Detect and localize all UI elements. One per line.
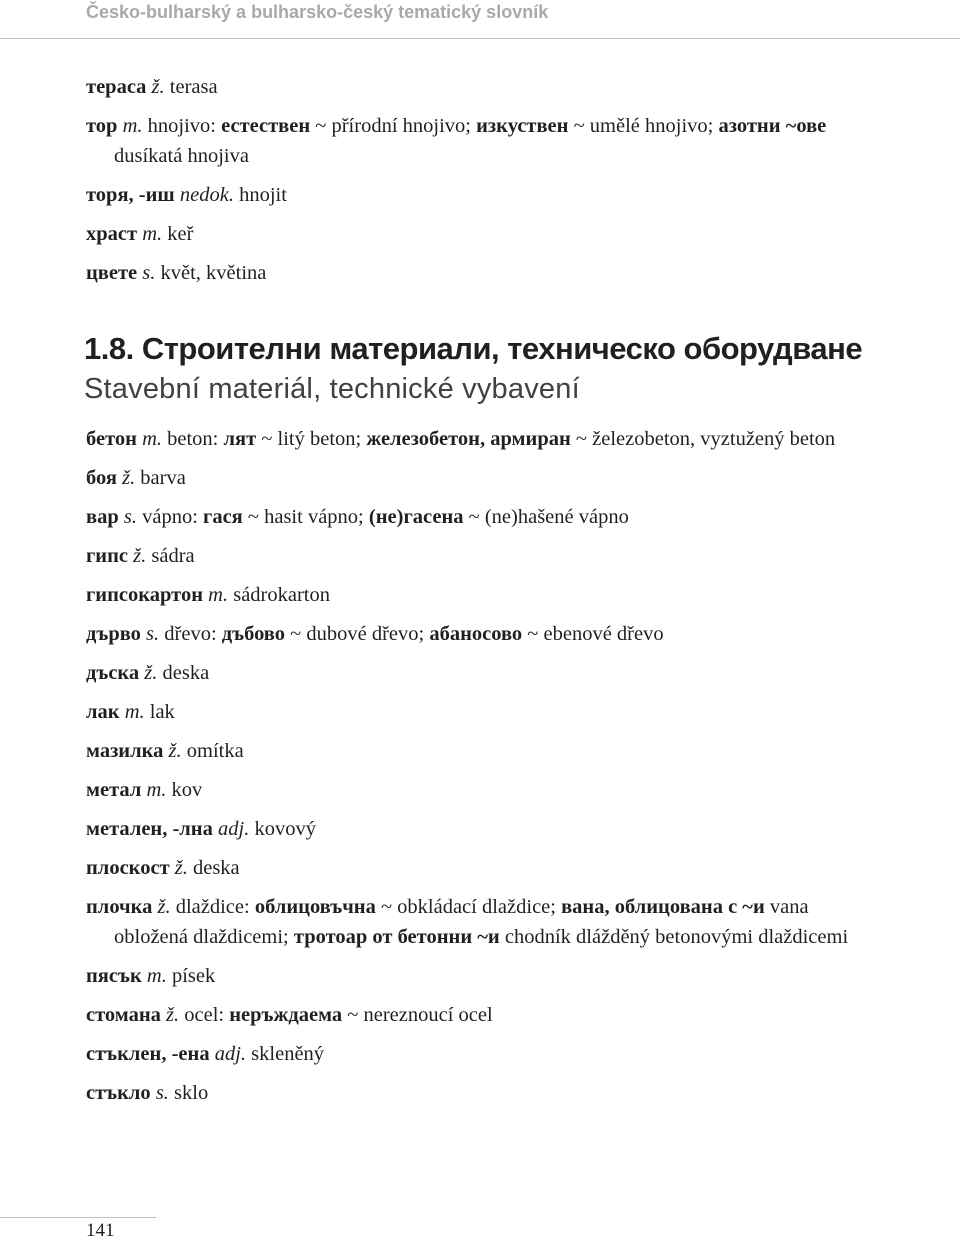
headword: гипс xyxy=(86,545,129,567)
headword: облицовъчна xyxy=(254,896,376,918)
grammar-label: adj. xyxy=(218,818,250,840)
dictionary-entry xyxy=(86,814,874,844)
translation-text: barva xyxy=(135,467,186,489)
dictionary-entry xyxy=(86,72,874,102)
grammar-label: ž. xyxy=(157,896,171,918)
translation-text: chodník dlážděný betonovými dlaždicemi xyxy=(499,926,849,948)
dictionary-entry xyxy=(86,736,874,766)
header-divider xyxy=(0,38,960,39)
headword: храст xyxy=(86,223,138,245)
footer-divider xyxy=(0,1217,156,1218)
page-number: 141 xyxy=(86,1220,115,1241)
dictionary-entry xyxy=(86,658,874,688)
translation-text: sklo xyxy=(168,1082,209,1104)
translation-text: lak xyxy=(144,701,175,723)
dictionary-entry xyxy=(86,1078,874,1108)
section-heading xyxy=(84,330,874,410)
translation-text: sádrokarton xyxy=(228,584,330,606)
translation-text: ~ železobeton, vyztužený beton xyxy=(570,428,836,450)
grammar-label: ž. xyxy=(168,740,182,762)
headword: метален, -лна xyxy=(86,818,213,840)
headword: цвете xyxy=(86,262,138,284)
translation-text: dlaždice: xyxy=(170,896,255,918)
grammar-label: s. xyxy=(123,506,137,528)
headword: мазилка xyxy=(86,740,164,762)
dictionary-entry xyxy=(86,180,874,210)
headword: плочка xyxy=(86,896,153,918)
dictionary-body xyxy=(86,72,874,1117)
translation-text: sádra xyxy=(146,545,195,567)
translation-text: květ, květina xyxy=(155,262,267,284)
translation-text: terasa xyxy=(164,76,218,98)
headword: гася xyxy=(203,506,243,528)
headword: неръждаема xyxy=(229,1004,343,1026)
dictionary-entry xyxy=(86,1000,874,1030)
dictionary-entry xyxy=(86,111,874,171)
translation-text: ocel: xyxy=(179,1004,230,1026)
headword: метал xyxy=(86,779,142,801)
translation-text: kov xyxy=(166,779,203,801)
dictionary-entry xyxy=(86,502,874,532)
translation-text: deska xyxy=(187,857,240,879)
grammar-label: ž. xyxy=(133,545,147,567)
translation-text: hnojit xyxy=(233,184,287,206)
grammar-label: m. xyxy=(146,779,167,801)
headword: стъклен, -ена xyxy=(86,1043,210,1065)
headword: железобетон, армиран xyxy=(366,428,571,450)
headword: тор xyxy=(86,115,118,137)
headword: вана, облицована с ~и xyxy=(561,896,765,918)
headword: пясък xyxy=(86,965,142,987)
dictionary-entry xyxy=(86,697,874,727)
headword: бетон xyxy=(86,428,137,450)
grammar-label: s. xyxy=(146,623,160,645)
headword: дъска xyxy=(86,662,140,684)
grammar-label: m. xyxy=(208,584,229,606)
grammar-label: m. xyxy=(146,965,167,987)
grammar-label: nedok. xyxy=(179,184,234,206)
grammar-label: ž. xyxy=(174,857,188,879)
translation-text: ~ umělé hnojivo; xyxy=(568,115,719,137)
grammar-label: s. xyxy=(142,262,156,284)
headword: гипсокартон xyxy=(86,584,204,606)
headword: азотни ~ове xyxy=(718,115,827,137)
grammar-label: ž. xyxy=(144,662,158,684)
headword: боя xyxy=(86,467,117,489)
grammar-label: m. xyxy=(142,223,163,245)
translation-text: ~ litý beton; xyxy=(256,428,367,450)
translation-text: ~ dubové dřevo; xyxy=(285,623,430,645)
entries-after-section xyxy=(86,424,874,1108)
dictionary-entry xyxy=(86,219,874,249)
translation-text: dřevo: xyxy=(159,623,222,645)
headword: торя, -иш xyxy=(86,184,175,206)
dictionary-entry xyxy=(86,463,874,493)
section-title-czech: Stavební materiál, technické vybavení xyxy=(84,373,580,405)
dictionary-entry xyxy=(86,258,874,288)
translation-text: hnojivo: xyxy=(142,115,222,137)
headword: стомана xyxy=(86,1004,161,1026)
dictionary-entry xyxy=(86,541,874,571)
headword: естествен xyxy=(221,115,311,137)
translation-text: skleněný xyxy=(246,1043,325,1065)
grammar-label: m. xyxy=(124,701,145,723)
headword: вар xyxy=(86,506,119,528)
translation-text: kovový xyxy=(249,818,316,840)
translation-text: ~ ebenové dřevo xyxy=(522,623,664,645)
headword: плоскост xyxy=(86,857,170,879)
grammar-label: m. xyxy=(122,115,143,137)
section-title-bulgarian xyxy=(84,330,874,368)
headword: абаносово xyxy=(429,623,523,645)
headword: дъбово xyxy=(221,623,285,645)
grammar-label: ž. xyxy=(151,76,165,98)
dictionary-entry xyxy=(86,853,874,883)
translation-text: ~ obkládací dlaždice; xyxy=(375,896,562,918)
translation-text: ~ (ne)hašené vápno xyxy=(463,506,629,528)
headword: тераса xyxy=(86,76,147,98)
section-title-bg-text: Строителни материали, техническо оборудване xyxy=(141,331,863,366)
translation-text: ~ přírodní hnojivo; xyxy=(310,115,477,137)
section-number: 1.8. xyxy=(84,331,134,366)
headword: изкуствен xyxy=(476,115,569,137)
translation-text: písek xyxy=(166,965,216,987)
dictionary-entry xyxy=(86,961,874,991)
translation-text: keř xyxy=(162,223,194,245)
grammar-label: m. xyxy=(142,428,163,450)
translation-text: vana obložená dlaždicemi; xyxy=(114,896,809,948)
grammar-label: ž. xyxy=(166,1004,180,1026)
translation-text: ~ nereznoucí ocel xyxy=(342,1004,493,1026)
dictionary-entry xyxy=(86,424,874,454)
dictionary-entry xyxy=(86,580,874,610)
grammar-label: s. xyxy=(155,1082,169,1104)
headword: лак xyxy=(86,701,120,723)
dictionary-entry xyxy=(86,619,874,649)
entries-before-section xyxy=(86,72,874,288)
translation-text: vápno: xyxy=(136,506,204,528)
translation-text: deska xyxy=(157,662,210,684)
dictionary-entry xyxy=(86,775,874,805)
headword: тротоар от бетонни ~и xyxy=(293,926,500,948)
headword: (не)гасена xyxy=(368,506,464,528)
headword: лят xyxy=(223,428,257,450)
headword: стъкло xyxy=(86,1082,151,1104)
translation-text: omítka xyxy=(181,740,244,762)
dictionary-entry xyxy=(86,1039,874,1069)
translation-text: beton: xyxy=(162,428,224,450)
headword: дърво xyxy=(86,623,141,645)
grammar-label: adj. xyxy=(214,1043,247,1065)
dictionary-entry xyxy=(86,892,874,952)
translation-text: dusíkatá hnojiva xyxy=(114,145,249,167)
grammar-label: ž. xyxy=(122,467,136,489)
running-head-title: Česko-bulharský a bulharsko-český tematický slovník xyxy=(86,2,549,22)
translation-text: ~ hasit vápno; xyxy=(242,506,369,528)
